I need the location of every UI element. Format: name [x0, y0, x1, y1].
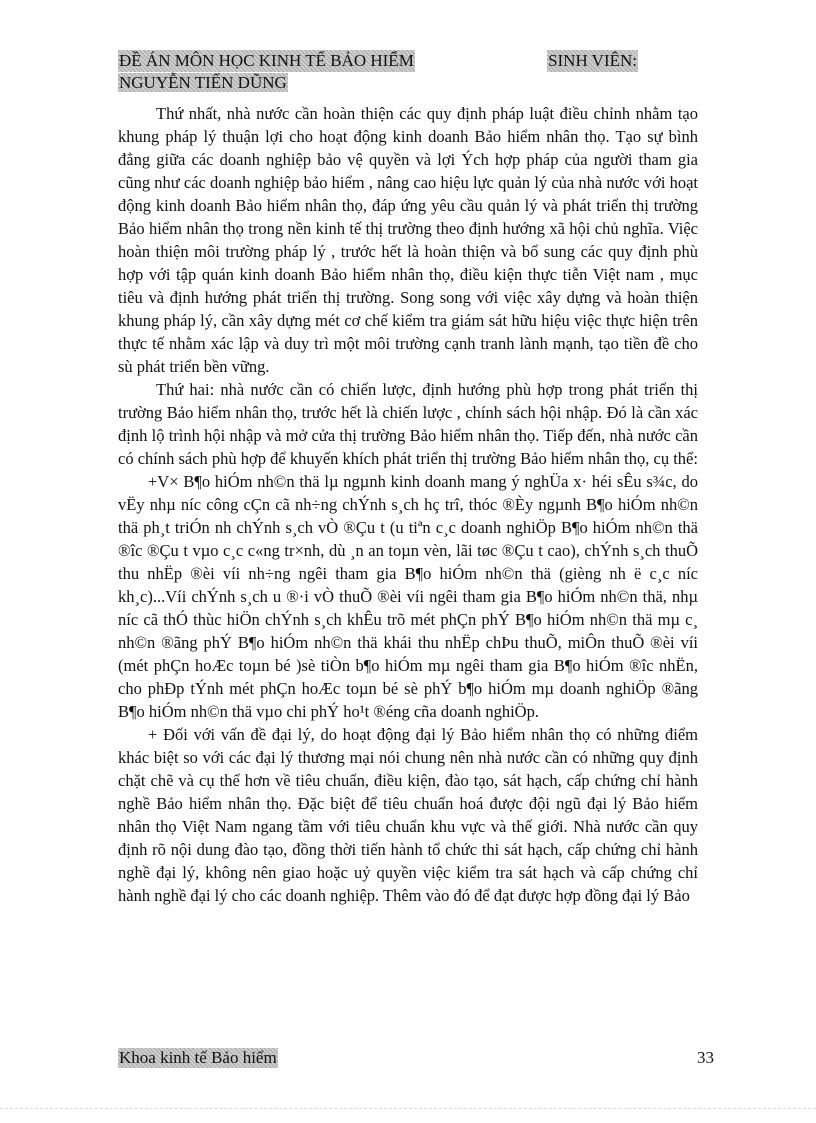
faculty-name: Khoa kinh tế Bảo hiểm [119, 1048, 277, 1067]
paragraph-first-point: Thứ nhất, nhà nước cần hoàn thiện các quy định pháp luật điều chỉnh nhằm tạo khung pháp lý thuận lợi cho hoạt động kinh doanh Bảo hiểm nhân thọ. Tạo sự bình đẳng giữa các doanh nghiệp bảo vệ quyền và lợi Ých hợp pháp của người tham gia cũng như các doanh nghiệp bảo hiểm , nâng cao hiệu lực quản lý của nhà nước với hoạt động kinh doanh Bảo hiểm nhân thọ, đáp ứng yêu cầu quản lý và phát triển thị trường Bảo hiểm nhân thọ trong nền kinh tế thị trường theo định hướng xã hội chủ nghĩa. Việc hoàn thiện môi trường pháp lý , trước hết là hoàn thiện và bổ sung các quy định phù hợp với tập quán kinh doanh Bảo hiểm nhân thọ, điều kiện thực tiễn Việt nam , mục tiêu và định hướng phát triển thị trường. Song song với việc xây dựng và hoàn thiện khung pháp lý, cần xây dựng mét cơ chế kiểm tra giám sát hữu hiệu việc thực hiện trên thực tế nhằm xác lập và duy trì một môi trường cạnh tranh lành mạnh, tạo tiền đề cho sù phát triển bền vững. [118, 104, 698, 376]
course-title: ĐỀ ÁN MÔN HỌC KINH TẾ BẢO HIỂM [119, 51, 414, 70]
paragraph-second-point: Thứ hai: nhà nước cần có chiến lược, định hướng phù hợp trong phát triển thị trường Bảo hiểm nhân thọ, trước hết là chiến lược , chính sách hội nhập. Đó là cần xác định lộ trình hội nhập và mở cửa thị trường Bảo hiểm nhân thọ. Tiếp đến, nhà nước cần có chính sách phù hợp để khuyến khích phát triển thị trường Bảo hiểm nhân thọ, cụ thể: [118, 380, 698, 468]
paragraph-tax-policy: +V× B¶o hiÓm nh©n thä lµ ngµnh kinh doanh mang ý nghÜa x· héi sÊu s¾c, do vËy nhµ níc công cÇn cã nh÷ng chÝnh s¸ch hç trî, thóc ®Èy ngµnh B¶o hiÓm nh©n thä ph¸t triÓn nh chÝnh s¸ch vÒ ®Çu t (u tiªn c¸c doanh nghiÖp B¶o hiÓm nh©n thä ®îc ®Çu t vµo c¸c c«ng tr×nh, dù ¸n an toµn vèn, lãi tøc ®Çu t cao), chÝnh s¸ch thuÕ thu nhËp ®èi víi nh÷ng ngêi tham gia B¶o hiÓm nh©n thä (gièng nh ë c¸c níc kh¸c)...Víi chÝnh s¸ch u ®·i vÒ thuÕ ®èi víi ngêi tham gia B¶o hiÓm nh©n thä, nhµ níc cã thÓ thùc hiÖn chÝnh s¸ch khÊu trõ mét phÇn phÝ B¶o hiÓm nh©n thä mµ c¸ nh©n ®ãng phÝ B¶o hiÓm nh©n thä khái thu nhËp chÞu thuÕ, miÔn thuÕ ®èi víi (mét phÇn hoÆc toµn bé )sè tiÒn b¶o hiÓm mµ ngêi tham gia B¶o hiÓm ®îc nhËn, cho phÐp tÝnh mét phÇn hoÆc toµn bé sè phÝ b¶o hiÓm mµ doanh nghiÖp ®ãng B¶o hiÓm nh©n thä vµo chi phÝ ho¹t ®éng cña doanh nghiÖp. [118, 472, 698, 721]
page-divider [0, 1108, 816, 1109]
header-line [118, 50, 638, 72]
student-label: SINH VIÊN: [548, 51, 637, 70]
student-name: NGUYỄN TIẾN DŨNG [119, 73, 287, 92]
document-body [118, 102, 698, 907]
page-header [118, 50, 638, 94]
header-line [118, 72, 638, 94]
paragraph-agent-policy: + Đối với vấn đề đại lý, do hoạt động đại lý Bảo hiểm nhân thọ có những điểm khác biệt so với các đại lý thương mại nói chung nên nhà nước cần có những quy định chặt chẽ và cụ thể hơn về tiêu chuẩn, điều kiện, đào tạo, sát hạch, cấp chứng chỉ hành nghề Bảo hiểm nhân thọ. Đặc biệt để tiêu chuẩn hoá được đội ngũ đại lý Bảo hiểm nhân thọ Việt Nam ngang tầm với tiêu chuẩn khu vực và thế giới. Nhà nước cần quy định rõ nội dung đào tạo, đồng thời tiến hành tổ chức thi sát hạch, cấp chứng chỉ hành nghề đại lý, không nên giao hoặc uỷ quyền việc kiểm tra sát hạch và cấp chứng chỉ hành nghề đại lý cho các doanh nghiệp. Thêm vào đó để đạt được hợp đồng đại lý Bảo [118, 725, 698, 905]
page-footer [118, 1048, 714, 1068]
page-number: 33 [697, 1048, 714, 1067]
